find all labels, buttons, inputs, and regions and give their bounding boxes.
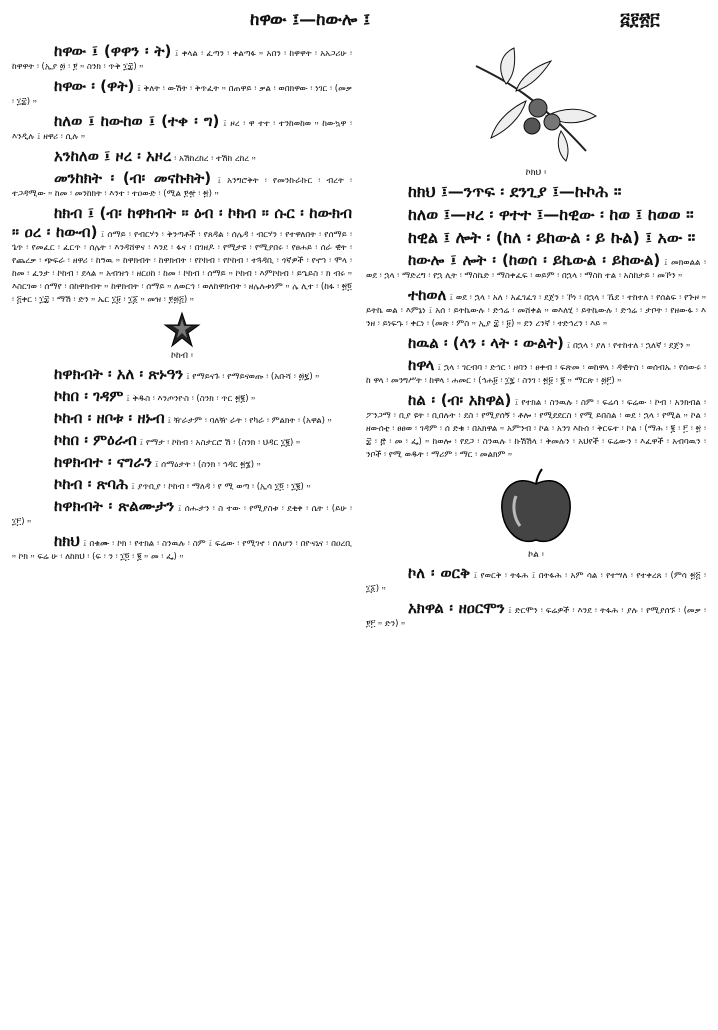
definition: ፤ በቁሙ ፡ ኮክ ፡ የተክል ፡ ስንዉሉ ፡ ስም ፤ ፍሬው ፡ የሚገኖ ፡ ሰለሆን ፡ በዮናኒና ፡ በዐረቢ ። ኮክ ። ፍሬ ሁ ፡ ለከክህ ፡ (ፍ ፡ ን ፡ ፲፬ ፡ ፪ ። መ ፡ ፌ) ። [12, 539, 352, 562]
dictionary-entry [366, 564, 706, 596]
headword: አክዋል ፡ ዘዐርሞን [408, 599, 505, 617]
headword: ኮለ ፡ ወርቅ [408, 564, 471, 582]
definition: ፤ ቀላል ፡ ፈጣን ፡ ቀልጣፋ ። አበን ፡ ከዋዋት ፡ አአጋሪሁ ፡ ከዋዋት ፡ (ኢያ ፴ ፡ ፻ ። ስንክ ፡ ጥቅ ፲፰) ። [12, 49, 352, 72]
definition: ፤ ያጥቢያ ፡ ኮከብ ፡ ማለዳ ፡ የ ሚ ወጣ ፡ (ኢሳ ፲፬ ፡ ፲፪) ። [131, 482, 311, 492]
dictionary-entry [366, 228, 706, 248]
dictionary-entry [12, 532, 352, 564]
figure-caption: ኮከብ ፡ [170, 351, 194, 361]
running-header [0, 0, 718, 40]
headword: ኮከብ ፡ ዘቦቱ ፡ ዘኑብ [54, 409, 165, 427]
dictionary-entry [366, 599, 706, 631]
left-column [12, 42, 352, 567]
definition: ፡ አሽከረከረ ፡ ተሽከ ረከረ ። [174, 154, 256, 164]
dictionary-entry [366, 286, 706, 331]
dictionary-entry [12, 431, 352, 450]
definition: ፤ ዥራታም ፡ ባለዥ ራት ፡ የካራ ፡ ምልክት ፡ (አዋል) ። [167, 416, 332, 426]
headword: ኮከብ ፡ ጽባሕ [54, 475, 129, 493]
headword: ከዋላ [408, 356, 435, 374]
definition: ፤ ወደ ፡ ኋላ ፡ አለ ፡ አፈገፈገ ፡ ደጀን ፡ ኾነ ፡ በኋላ ፡ ኼደ ፡ ተከተለ ፡ የሰልፍ ፡ የጕዞ ። ይትኬ ወል ፡ እምኔነ ፤ አሰ ፡ ይትኬውሉ ፡ ድኅሬ ፡ መሸቀል ። ወእለሂ ፡ ይትኬውሉ ፡ ድኅሬ ፡ ታቦት ፡ የዘውፋ ፡ እ ንዘ ፡ ይነፍኁ ፡ ቀርነ ፡ (መጽ ፡ ምስ ። ኢያ ፰ ፡ ፱) ። ደን ረንኛ ፡ ተድኅረን ፡ እይ ። [366, 293, 706, 329]
headword: ከክህ [54, 532, 80, 550]
figure-caption: ኮክህ ፡ [525, 168, 547, 178]
headword: ከዋክብት ፡ ጽልሙታን [54, 497, 175, 515]
right-column [366, 42, 706, 634]
definition: ፤ ሰማይ ፡ የብርሃን ፡ ቅንጣቶች ፡ የጸዳል ፡ ሰሌዳ ፡ ብርሃን ፡ የተዋለበት ፡ የሰማይ ፡ ጌጥ ፡ የመፈር ፡ ፈርጥ ፡ ሰሌት ፡ እንዳሸዋና ፡ እንደ ፡ ፋና ፡ በገዘዶ ፡ የሚታዩ ፡ የሚያበሩ ፡ የፀሐይ ፡ ሰራ ዊት ፡ የጨረቃ ፡ ጭፍራ ፡ ዘዋሪ ፡ ከዓዉ ። ከዋክብት ፡ ከዋክብት ፡ የኮከብ ፡ የኮከብ ፡ ተጓዳቢ ፡ ጎኛዎች ፡ የኖኀ ፡ ሞላ ፡ ከመ ፡ ፈንታ ፡ ኮከብ ፡ ደላል ። አብዝኅ ፡ ዘርዐከ ፡ ከመ ፡ ኮከብ ፡ ሰማይ ። ኮከብ ፡ እምኮከብ ፡ ይኄይስ ፡ ክ ብሩ ። እስርገወ ፡ ሰማየ ፡ በከዋክብት ። ከዋክብት ፡ ሰማይ ። ለወርኅ ፡ ወለከዋክብት ፡ ዘሌሉቱነም ። ሌ ሊተ ፡ (ከፋ ፡ ፳፬ ፡ ፭ቀር ፡ ፲፰ ፡ ማሽ ፡ ድን ። ኤር ፲፱ ፡ ፲፩ ። መዝ ፡ ፻፴፭) ። [12, 230, 352, 305]
headword: ከለወ ፤ ከውከወ ፤ (ተቀ ፡ ግ) [54, 112, 220, 130]
dictionary-entry [12, 365, 352, 384]
dictionary-entry [12, 453, 352, 472]
dictionary-entry [366, 182, 706, 202]
dictionary-entry [12, 169, 352, 201]
apple-icon [496, 466, 576, 548]
dictionary-entry [12, 475, 352, 494]
definition: ፤ የተክል ፡ ስንዉሉ ፡ ስም ፡ ፍሬሳ ፡ ፍሬው ፡ ኮብ ፡ አንክብል ፡ ፖንጋማ ፡ ቢያ ዩት ፡ ቢበሉት ፡ ደስ ፡ የሚያሰኝ ፡ ቶሎ ፡ የሚደደርስ ፡ የሚ ይበስል ፡ ወደ ፡ ኋላ ፡ የሚል ። ኮል ፡ ዘውሰቲ ፡ ፀፀወ ፡ ገዳም ፡ ሰ ድቁ ፡ በአክዋል ። አምንብ ፡ ኮል ፡ አንገ እኩሰ ፡ ቅርፍተ ፡ ኮል ፡ (ማሕ ፡ ፪ ፡ ፫ ፡ ፳ ፡ ፰ ፡ ፸ ፡ መ ፡ ፌ) ። ከወሎ ፡ የደጋ ፡ ስንዉሉ ፡ ኩሽሽላ ፡ ቅመሉን ፡ አህየች ፡ ፍሬውን ፡ እፈዋች ፡ አብባዉን ፡ ንቦች ፡ የሚ ወዱት ፡ ማሪም ፡ ማር ፡ መልክም ። [366, 398, 706, 460]
definition: ፤ ድርሞን ፡ ፍሬዎች ፡ እንደ ፡ ትፋሕ ፡ ያሉ ፡ የሚያሰኙ ፡ (መቃ ፡ ፻፫ ። ድን) ። [366, 606, 706, 629]
definition: ፤ የወርቅ ፡ ትፋሕ ፤ በትፋሕ ፡ አም ሳል ፡ የተሣለ ፡ የተቀረጸ ፡ (ምሳ ፳፭ ፡ ፲፩) ። [366, 571, 706, 594]
headword: ከዋክብተ ፡ ናግራን [54, 453, 153, 471]
dictionary-entry [366, 391, 706, 462]
star-illustration [12, 311, 352, 361]
headword: ከዉል ፡ (ላን ፡ ላት ፡ ውልት) [408, 334, 564, 352]
page-number: ፭፻፳፫ [620, 10, 660, 30]
definition: ፤ አንግሮቅት ፡ የመንኩራኩር ፡ ብረት ፡ ተጋዳሚው ። ከመ ፡ መንከክት ፡ እንተ ፡ ተዐውድ ፡ (ሚል ፻፹ ፡ ፳) ። [12, 176, 352, 199]
dictionary-entry [12, 409, 352, 428]
dictionary-entry [12, 147, 352, 166]
apple-illustration [366, 466, 706, 560]
dictionary-entry [366, 205, 706, 225]
dictionary-entry [12, 204, 352, 307]
dictionary-entry [366, 356, 706, 388]
definition: ፤ ቅለት ፡ ውሽት ፡ ቅጥፈት ። በጠዋይ ፡ ቃል ፡ ወበክዋው ፡ ነገር ፡ (መቃ ፡ ፲፰) ። [12, 84, 352, 107]
definition: ፤ ኋላ ፡ ገርብባ ፡ ድኅር ፡ ዘባን ፡ ፀቀብ ፡ ፍጽመ ፡ ወከዋላ ፡ ዳዊትስ ፡ ወሰብኡ ፡ የሰውሩ ፡ ከ ዋላ ፡ መንግሥት ፡ ከዋላ ፡ ሐመር ፡ (ኅሐ፱ ፡ ፲፯ ፡ ስንገ ፡ ፳፱ ፡ ፪ ። ማርጽ ፡ ፴፫) ። [366, 363, 706, 386]
headword: ተከወለ [408, 286, 447, 304]
running-title: ከዋው ፤—ከውሎ ፤ [250, 10, 371, 30]
definition: ፤ ዞረ ፡ ዋ ተተ ፡ ተንከወከወ ። ከውኳዋ ፡ እንዲሉ ፤ ዘዋሪ ፡ ሲሉ ። [12, 119, 352, 142]
plant-branch-icon [466, 46, 606, 166]
star-icon [162, 311, 202, 349]
headword: ኮከበ ፡ ገዳም [54, 387, 124, 405]
dictionary-entry [12, 112, 352, 144]
headword: ከዊል ፤ ሎት ፡ (ከለ ፡ ይከውል ፡ ይ ኩል) ፤ አው ። [408, 228, 696, 247]
definition: ፤ የማይናጉ ፡ የማይናወጡ ፡ (አቡሻ ፡ ፴፯) ። [186, 372, 320, 382]
plant-illustration [366, 46, 706, 178]
dictionary-entry [366, 334, 706, 353]
definition: ፤ በኋላ ፡ ያለ ፡ የተከተለ ፡ ኋለኛ ፡ ደጀን ። [566, 341, 691, 351]
headword: ከዋክብት ፡ አለ ፡ ጽኑዓን [54, 365, 184, 383]
dictionary-entry [12, 77, 352, 109]
headword: ከለወ ፤—ዞረ ፡ ዋተተ ፤—ከዊው ፡ ከወ ፤ ከወወ ። [408, 205, 694, 224]
definition: ፤ የማታ ፡ ኮከብ ፡ አስታርሮ ሽ ፡ (ስንክ ፡ ህዳር ፲፪) ። [139, 438, 301, 448]
headword: ከል ፡ (ብ፡ አክዋል) [408, 391, 512, 409]
headword: ከክህ ፤—ንጥፍ ፡ ደንጊያ ፤—ኩኮሕ ። [408, 182, 622, 201]
definition: ፤ ሰሑታን ፡ ስ ተው ፡ የሚያስቱ ፡ ደቂቀ ፡ ሴት ፡ (ይሁ ፡ ፲፫) ። [12, 504, 352, 527]
dictionary-entry [12, 42, 352, 74]
headword: ከዋው ፤ (ዋዋን ፡ ት) [54, 42, 172, 60]
dictionary-entry [366, 251, 706, 283]
definition: ፤ ሰማዕታት ፡ (ስንክ ፡ ኅዳር ፳፮) ። [154, 460, 261, 470]
headword: ከዋው ፡ (ዋት) [54, 77, 135, 95]
definition: ፤ መክወልል ፡ ወደ ፡ ኋላ ፡ ማድረግ ፡ የኋ ሊት ፡ ማስኬድ ፡ ማስቀፈፍ ፡ ወይም ፡ በኋላ ፡ ማስከ ተል ፡ አስከታይ ፡ መኾን ። [366, 258, 706, 281]
headword: ከክብ ፤ (ብ፡ ከዋክብት ። ዕብ ፡ ኮክብ ። ሱር ፡ ከውክብ ። ዐረ ፡ ከውብ) [12, 204, 352, 241]
figure-caption: ኮል ፡ [528, 550, 544, 560]
definition: ፤ ቅዱስ ፡ እንጦንዮስ ፡ (ስንክ ፡ ጥር ፳፪) ። [126, 394, 256, 404]
headword: አንከለወ ፤ ዞረ ፡ አዞረ [54, 147, 172, 165]
dictionary-entry [12, 497, 352, 529]
headword: ኮከበ ፡ ምዕራብ [54, 431, 137, 449]
headword: ከውሎ ፤ ሎት ፡ (ከወሰ ፡ ይኬውል ፡ ይከውል) [408, 251, 661, 269]
dictionary-entry [12, 387, 352, 406]
headword: መንከክት ፡ (ብ፡ መናኩክት) [54, 169, 212, 187]
